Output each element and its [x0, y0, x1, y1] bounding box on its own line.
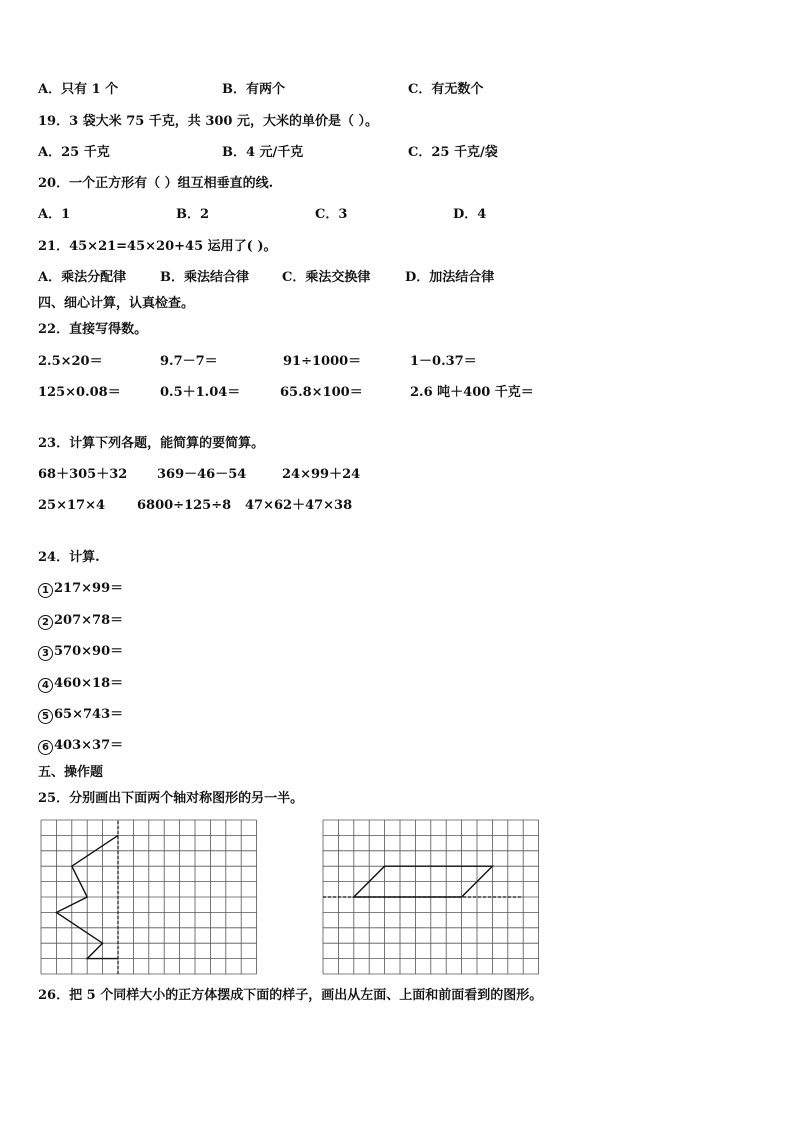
q22-item: 0.5＋1.04＝ — [160, 385, 241, 400]
q24-item — [38, 676, 123, 693]
q23-item: 6800÷125÷8 — [137, 498, 232, 513]
q23-item: 68＋305＋32 — [38, 467, 128, 482]
q24-expression: 570×90＝ — [54, 644, 124, 659]
circled-number-3: 3 — [38, 646, 53, 661]
q18-option-b: B．有两个 — [222, 82, 285, 97]
q24-expression: 207×78＝ — [54, 613, 124, 628]
q26-stem: 26．把 5 个同样大小的正方体摆成下面的样子，画出从左面、上面和前面看到的图形。 — [38, 988, 543, 1003]
q23-item: 24×99＋24 — [282, 467, 361, 482]
circled-number-4: 4 — [38, 678, 53, 693]
q18-option-a: A．只有 1 个 — [38, 82, 119, 97]
section-5-heading: 五、操作题 — [38, 765, 104, 780]
q24-item — [38, 581, 123, 598]
q22-item: 9.7－7＝ — [160, 354, 218, 369]
q22-item: 91÷1000＝ — [283, 354, 362, 369]
q25-left-grid-figure — [40, 819, 260, 975]
q18-option-c: C．有无数个 — [408, 82, 484, 97]
q23-item: 25×17×4 — [38, 498, 106, 513]
q19-option-b: B．4 元/千克 — [222, 145, 304, 160]
circled-number-6: 6 — [38, 740, 53, 755]
q24-expression: 65×743＝ — [54, 707, 124, 722]
q24-item — [38, 707, 123, 724]
q23-stem: 23．计算下列各题，能简算的要简算。 — [38, 436, 265, 451]
q19-option-a: A．25 千克 — [38, 145, 110, 160]
q19-option-c: C．25 千克/袋 — [408, 145, 498, 160]
q22-item: 125×0.08＝ — [38, 385, 121, 400]
q21-stem: 21．45×21=45×20+45 运用了( )。 — [38, 239, 277, 254]
q22-item: 1－0.37＝ — [410, 354, 477, 369]
circled-number-5: 5 — [38, 709, 53, 724]
q25-right-grid-figure — [322, 819, 542, 975]
q23-item: 369－46－54 — [157, 467, 247, 482]
q20-stem: 20．一个正方形有（ ）组互相垂直的线. — [38, 176, 274, 191]
q24-stem: 24．计算. — [38, 550, 100, 565]
q22-item: 65.8×100＝ — [280, 385, 363, 400]
q22-item: 2.6 吨＋400 千克＝ — [410, 385, 534, 400]
q24-expression: 217×99＝ — [54, 581, 124, 596]
q21-option-c: C．乘法交换律 — [282, 270, 371, 285]
q24-expression: 460×18＝ — [54, 676, 124, 691]
section-4-heading: 四、细心计算，认真检查。 — [38, 296, 195, 311]
q24-item — [38, 738, 123, 755]
circled-number-1: 1 — [38, 583, 53, 598]
q19-stem: 19．3 袋大米 75 千克，共 300 元，大米的单价是（ ）。 — [38, 114, 379, 129]
q21-option-b: B．乘法结合律 — [160, 270, 249, 285]
q24-item — [38, 644, 123, 661]
q20-option-d: D．4 — [453, 207, 487, 222]
circled-number-2: 2 — [38, 615, 53, 630]
q23-item: 47×62＋47×38 — [245, 498, 353, 513]
q24-item — [38, 613, 123, 630]
q20-option-a: A．1 — [38, 207, 71, 222]
q24-expression: 403×37＝ — [54, 738, 124, 753]
q25-stem: 25．分别画出下面两个轴对称图形的另一半。 — [38, 791, 304, 806]
q21-option-a: A．乘法分配律 — [38, 270, 127, 285]
q21-option-d: D．加法结合律 — [405, 270, 495, 285]
q22-stem: 22．直接写得数。 — [38, 322, 148, 337]
q20-option-b: B．2 — [176, 207, 210, 222]
q20-option-c: C．3 — [315, 207, 348, 222]
q22-item: 2.5×20＝ — [38, 354, 103, 369]
